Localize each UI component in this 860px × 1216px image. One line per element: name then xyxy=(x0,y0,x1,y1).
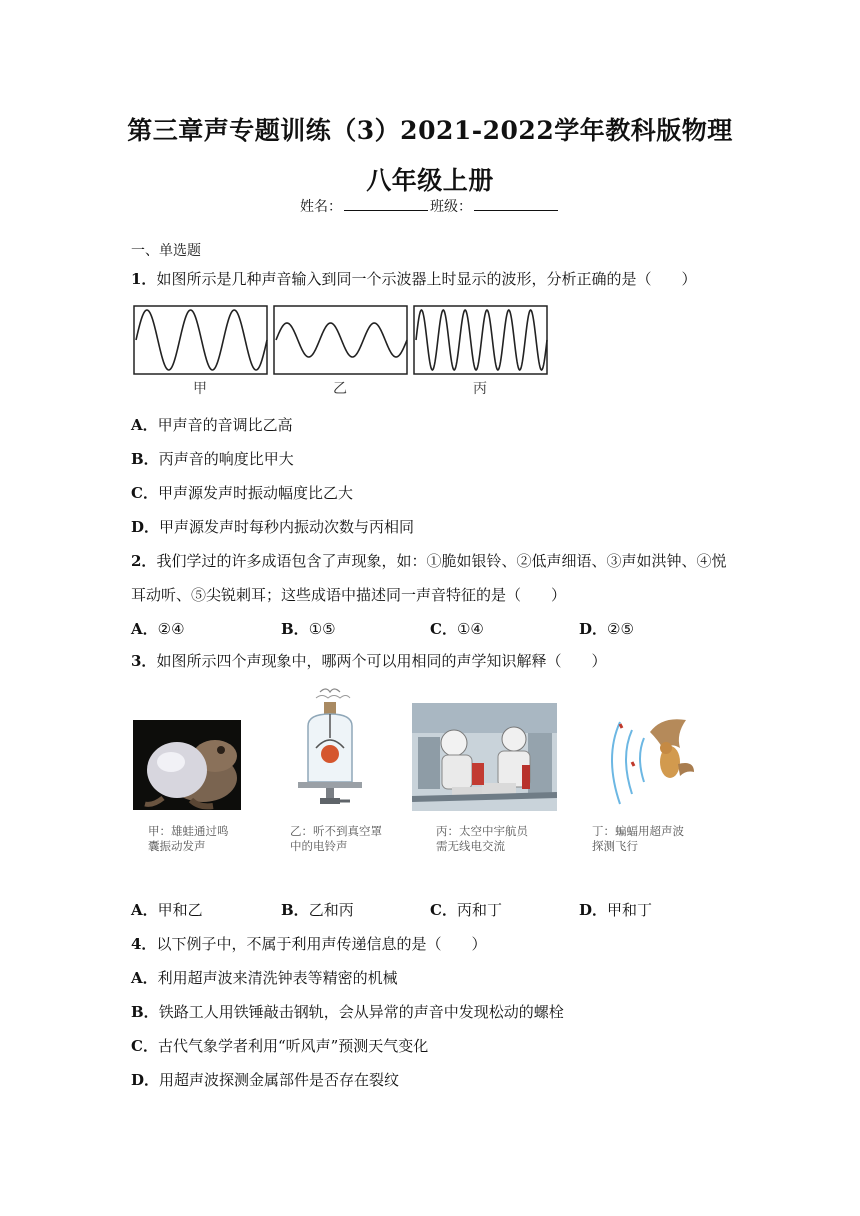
bat-picture xyxy=(590,712,700,812)
option-key: D． xyxy=(131,518,160,536)
question-text: 我们学过的许多成语包含了声现象，如：①脆如银铃、②低声细语、③声如洪钟、④悦 xyxy=(156,552,727,570)
option-text: ①⑤ xyxy=(308,620,336,638)
q1-option-a[interactable] xyxy=(131,414,293,436)
question-number: 2． xyxy=(131,552,157,570)
option-text: 丙声音的响度比甲大 xyxy=(158,450,294,468)
q1-option-c[interactable] xyxy=(131,482,353,504)
q3-option-b[interactable] xyxy=(281,899,354,921)
section-heading: 一、单选题 xyxy=(131,243,201,259)
option-key: C． xyxy=(430,620,457,638)
question-number: 1． xyxy=(131,270,157,288)
question-text: 如图所示四个声现象中，哪两个可以用相同的声学知识解释（ ） xyxy=(156,652,607,670)
option-text: 利用超声波来清洗钟表等精密的机械 xyxy=(157,969,398,987)
caption-ding: 丁：蝙蝠用超声波 探测飞行 xyxy=(592,824,684,853)
astronaut-picture xyxy=(412,703,557,811)
q4-option-b[interactable] xyxy=(131,1001,564,1023)
option-key: D． xyxy=(131,1071,160,1089)
q3-option-c[interactable] xyxy=(430,899,502,921)
option-text: 甲和乙 xyxy=(157,901,203,919)
q1-option-d[interactable] xyxy=(131,516,414,538)
name-label: 姓名： xyxy=(300,199,342,215)
question-2 xyxy=(131,550,726,572)
option-text: ②⑤ xyxy=(607,620,634,638)
option-key: C． xyxy=(131,1037,158,1055)
waveform-jia xyxy=(134,306,267,374)
frog-picture xyxy=(133,720,241,810)
q3-option-a[interactable] xyxy=(131,899,203,921)
q4-option-d[interactable] xyxy=(131,1069,399,1091)
question-3 xyxy=(131,650,606,672)
q4-option-a[interactable] xyxy=(131,967,398,989)
option-text: 乙和丙 xyxy=(308,901,354,919)
question-text: 如图所示是几种声音输入到同一个示波器上时显示的波形，分析正确的是（ ） xyxy=(156,270,697,288)
q2-option-c[interactable] xyxy=(430,618,484,640)
option-text: 甲声源发声时振动幅度比乙大 xyxy=(157,484,353,502)
option-key: A． xyxy=(131,969,158,987)
q2-option-a[interactable] xyxy=(131,618,185,640)
bell-jar-picture xyxy=(290,686,370,810)
option-text: 甲声源发声时每秒内振动次数与丙相同 xyxy=(159,518,415,536)
class-blank xyxy=(474,196,558,211)
question-number: 3． xyxy=(131,652,157,670)
option-key: B． xyxy=(131,450,159,468)
option-key: C． xyxy=(430,901,457,919)
option-key: B． xyxy=(281,901,309,919)
option-key: A． xyxy=(131,901,158,919)
caption-jia: 甲：雄蛙通过鸣 囊振动发声 xyxy=(148,824,229,853)
option-text: 铁路工人用铁锤敲击钢轨，会从异常的声音中发现松动的螺栓 xyxy=(158,1003,564,1021)
waveform-bing xyxy=(414,306,547,374)
option-text: 古代气象学者利用“听风声”预测天气变化 xyxy=(157,1037,429,1055)
option-key: C． xyxy=(131,484,158,502)
caption-yi: 乙：听不到真空罩 中的电铃声 xyxy=(290,824,382,853)
option-text: ①④ xyxy=(456,620,484,638)
option-key: A． xyxy=(131,620,158,638)
option-text: ②④ xyxy=(157,620,185,638)
question-2-cont: 耳动听、⑤尖锐刺耳；这些成语中描述同一声音特征的是（ ） xyxy=(131,586,567,604)
label-yi: 乙 xyxy=(333,381,347,397)
q4-option-c[interactable] xyxy=(131,1035,428,1057)
question-4 xyxy=(131,933,486,955)
option-text: 甲和丁 xyxy=(607,901,653,919)
student-info xyxy=(0,196,860,217)
option-text: 丙和丁 xyxy=(456,901,502,919)
page-title: 第三章声专题训练（3）2021-2022学年教科版物理八年级上册 xyxy=(127,116,733,195)
question-number: 4． xyxy=(131,935,157,953)
label-bing: 丙 xyxy=(473,381,487,397)
name-blank xyxy=(344,196,428,211)
option-key: B． xyxy=(281,620,309,638)
q1-option-b[interactable] xyxy=(131,448,294,470)
caption-bing: 丙：太空中宇航员 需无线电交流 xyxy=(436,824,528,853)
option-text: 用超声波探测金属部件是否存在裂纹 xyxy=(159,1071,400,1089)
option-key: B． xyxy=(131,1003,159,1021)
option-key: A． xyxy=(131,416,158,434)
q3-option-d[interactable] xyxy=(579,899,652,921)
waveform-figure xyxy=(133,305,553,397)
waveform-yi xyxy=(274,306,407,374)
option-key: D． xyxy=(579,620,608,638)
q2-option-b[interactable] xyxy=(281,618,336,640)
question-1 xyxy=(131,268,696,290)
option-key: D． xyxy=(579,901,608,919)
label-jia: 甲 xyxy=(193,381,207,397)
q2-option-d[interactable] xyxy=(579,618,634,640)
question-text: 以下例子中，不属于利用声传递信息的是（ ） xyxy=(156,935,487,953)
option-text: 甲声音的音调比乙高 xyxy=(157,416,293,434)
class-label: 班级： xyxy=(430,199,472,215)
